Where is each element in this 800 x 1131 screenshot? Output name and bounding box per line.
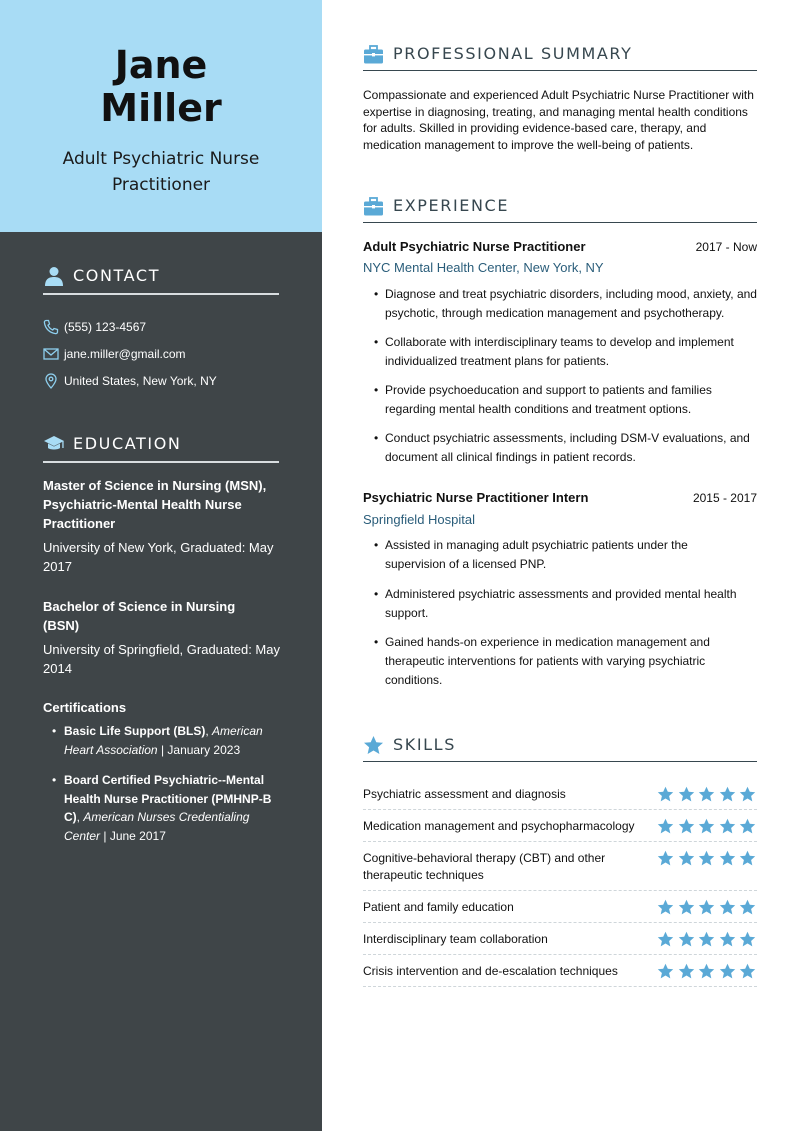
experience-heading: EXPERIENCE — [363, 196, 757, 223]
job-title: Adult Psychiatric Nurse Practitioner — [363, 239, 586, 254]
contact-heading: CONTACT — [43, 265, 279, 295]
job-bullet: • Diagnose and treat psychiatric disorders, including mood, anxiety, and psychotic, through medication management and psychotherapy. — [385, 285, 760, 323]
star-icon — [739, 931, 756, 948]
star-icon — [678, 786, 695, 803]
skill-rating — [657, 786, 757, 804]
email-icon — [43, 346, 59, 362]
star-icon — [719, 931, 736, 948]
education-degree: Master of Science in Nursing (MSN), Psychiatric-Mental Health Nurse Practitioner — [43, 478, 267, 531]
education-heading: EDUCATION — [43, 433, 279, 463]
job-company: NYC Mental Health Center, New York, NY — [363, 260, 604, 275]
location-pin-icon — [43, 373, 59, 389]
star-icon — [739, 963, 756, 980]
star-icon — [657, 786, 674, 803]
briefcase-icon — [363, 196, 384, 217]
job-bullet: • Gained hands-on experience in medication management and therapeutic interventions for patients with varying psychiatric conditions. — [385, 633, 735, 690]
skill-name: Cognitive-behavioral therapy (CBT) and other therapeutic techniques — [363, 851, 606, 882]
contact-email[interactable]: jane.miller@gmail.com — [43, 345, 283, 363]
star-icon — [698, 850, 715, 867]
skill-rating — [657, 850, 757, 868]
user-icon — [43, 265, 65, 287]
education-degree: Bachelor of Science in Nursing (BSN) — [43, 599, 236, 633]
education-school: University of Springfield, Graduated: May 2014 — [43, 642, 280, 676]
star-icon — [363, 735, 384, 756]
job-bullet: • Assisted in managing adult psychiatric patients under the supervision of a licensed PNP. — [385, 536, 720, 574]
star-icon — [678, 818, 695, 835]
job-bullet: • Collaborate with interdisciplinary teams to develop and implement individualized treatment plans for patients. — [385, 333, 760, 371]
phone-icon — [43, 319, 59, 335]
certifications-heading: Certifications — [43, 700, 127, 715]
summary-text: Compassionate and experienced Adult Psychiatric Nurse Practitioner with expertise in diagnosing, treating, and managing mental health conditions for adults. Skilled in providing evidence-based care, therapy, and medication management to improve the well-being of patients. — [363, 88, 754, 152]
star-icon — [698, 786, 715, 803]
summary-heading: PROFESSIONAL SUMMARY — [363, 44, 757, 71]
skill-row — [363, 898, 757, 923]
skill-name: Psychiatric assessment and diagnosis — [363, 787, 566, 801]
star-icon — [739, 850, 756, 867]
skill-rating — [657, 963, 757, 981]
job-title: Psychiatric Nurse Practitioner Intern — [363, 490, 589, 505]
certification-item: • Board Certified Psychiatric--Mental Health Nurse Practitioner (PMHNP-BC), American Nurses Credentialing Center | June 2017 — [64, 771, 272, 845]
star-icon — [657, 818, 674, 835]
education-school: University of New York, Graduated: May 2017 — [43, 540, 274, 574]
job-company: Springfield Hospital — [363, 512, 476, 527]
skill-row — [363, 849, 757, 891]
star-icon — [719, 786, 736, 803]
skill-row — [363, 785, 757, 810]
skill-rating — [657, 899, 757, 917]
skill-name: Patient and family education — [363, 900, 514, 914]
star-icon — [719, 850, 736, 867]
certification-item: • Basic Life Support (BLS), American Heart Association | January 2023 — [64, 722, 274, 759]
skill-row — [363, 817, 757, 842]
skills-heading: SKILLS — [363, 735, 757, 762]
contact-location: United States, New York, NY — [43, 372, 283, 390]
job-bullet: • Provide psychoeducation and support to patients and families regarding mental health conditions and treatment options. — [385, 381, 760, 419]
job-dates: 2015 - 2017 — [692, 491, 757, 505]
star-icon — [698, 818, 715, 835]
star-icon — [739, 899, 756, 916]
star-icon — [657, 899, 674, 916]
star-icon — [739, 818, 756, 835]
job-bullet: • Administered psychiatric assessments and provided mental health support. — [385, 585, 760, 623]
star-icon — [719, 818, 736, 835]
skill-rating — [657, 931, 757, 949]
skill-name: Interdisciplinary team collaboration — [363, 932, 548, 946]
star-icon — [678, 931, 695, 948]
star-icon — [739, 786, 756, 803]
star-icon — [657, 963, 674, 980]
star-icon — [678, 850, 695, 867]
candidate-name: Jane Miller — [100, 43, 222, 130]
graduation-cap-icon — [43, 433, 65, 455]
skill-row — [363, 962, 757, 987]
skill-name: Medication management and psychopharmacology — [363, 819, 635, 833]
star-icon — [678, 899, 695, 916]
contact-phone: (555) 123-4567 — [43, 318, 283, 336]
star-icon — [657, 850, 674, 867]
job-bullet: • Conduct psychiatric assessments, including DSM-V evaluations, and document all clinical findings in patient records. — [385, 429, 760, 467]
star-icon — [719, 899, 736, 916]
briefcase-icon — [363, 44, 384, 65]
job-dates: 2017 - Now — [695, 240, 757, 254]
star-icon — [698, 899, 715, 916]
star-icon — [698, 963, 715, 980]
star-icon — [719, 963, 736, 980]
star-icon — [678, 963, 695, 980]
candidate-title: Adult Psychiatric Nurse Practitioner — [62, 149, 260, 195]
header-panel — [0, 0, 322, 232]
star-icon — [657, 931, 674, 948]
skill-rating — [657, 818, 757, 836]
skill-name: Crisis intervention and de-escalation techniques — [363, 964, 618, 978]
skill-row — [363, 930, 757, 955]
star-icon — [698, 931, 715, 948]
